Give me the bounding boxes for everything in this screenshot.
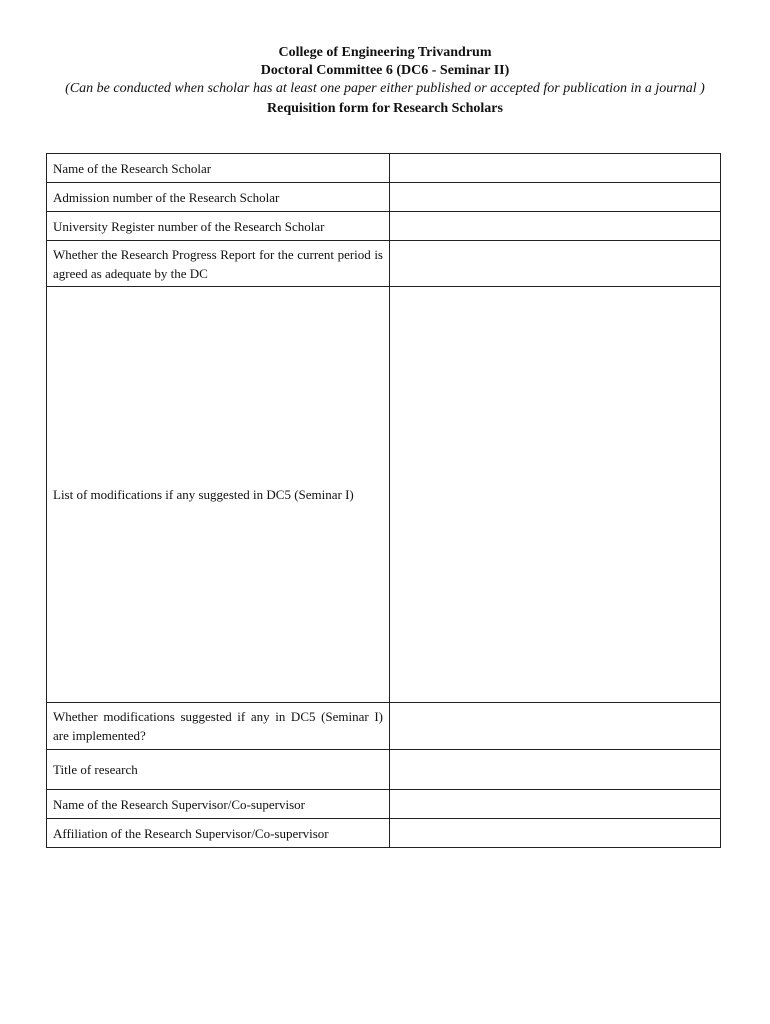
document-header [40,44,730,118]
supervisor-name-field[interactable] [390,790,721,819]
row-supervisor-affiliation [47,819,721,848]
requisition-table [46,153,721,848]
row-label: Whether the Research Progress Report for the current period is agreed as adequate by the DC [47,241,390,287]
row-label: University Register number of the Research Scholar [47,212,390,241]
modifications-list-field[interactable] [390,287,721,703]
row-label: List of modifications if any suggested in DC5 (Seminar I) [47,287,390,703]
row-modifications-implemented [47,703,721,750]
row-scholar-name [47,154,721,183]
scholar-name-field[interactable] [390,154,721,183]
row-label: Admission number of the Research Scholar [47,183,390,212]
row-supervisor-name [47,790,721,819]
modifications-implemented-field[interactable] [390,703,721,750]
institution-name: College of Engineering Trivandrum [278,45,492,60]
row-admission-number [47,183,721,212]
row-label: Name of the Research Scholar [47,154,390,183]
register-number-field[interactable] [390,212,721,241]
committee-title: Doctoral Committee 6 (DC6 - Seminar II) [260,63,510,78]
progress-report-field[interactable] [390,241,721,287]
row-research-title [47,750,721,790]
row-modifications-list [47,287,721,703]
row-label: Affiliation of the Research Supervisor/Co-supervisor [47,819,390,848]
supervisor-affiliation-field[interactable] [390,819,721,848]
row-register-number [47,212,721,241]
eligibility-note: (Can be conducted when scholar has at least one paper either published or accepted for publication in a journal ) [65,81,705,96]
form-title: Requisition form for Research Scholars [267,101,503,116]
row-label: Name of the Research Supervisor/Co-supervisor [47,790,390,819]
research-title-field[interactable] [390,750,721,790]
row-progress-report [47,241,721,287]
admission-number-field[interactable] [390,183,721,212]
row-label: Title of research [47,750,390,790]
row-label: Whether modifications suggested if any in DC5 (Seminar I) are implemented? [47,703,390,750]
